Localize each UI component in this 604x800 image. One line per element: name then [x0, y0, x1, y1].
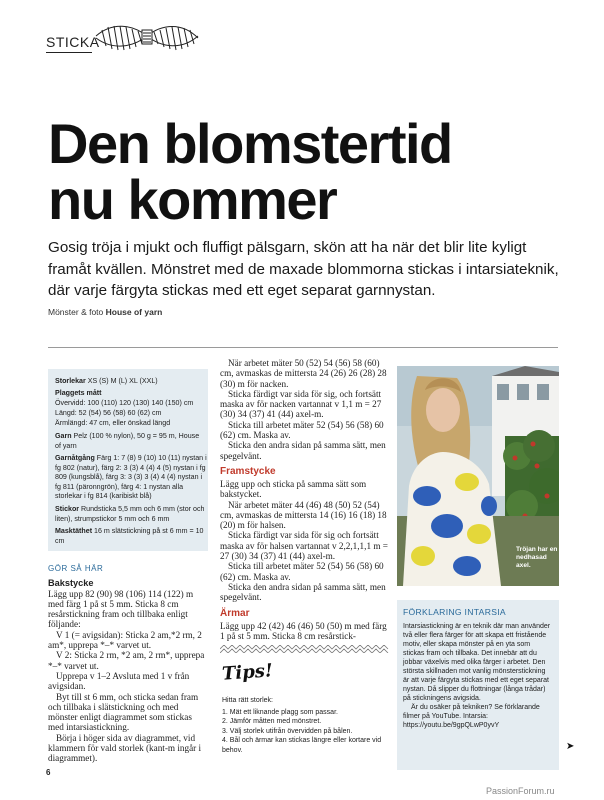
back-cont-para: Sticka till arbetet mäter 52 (54) 56 (58) 60 (62) cm. Maska av.: [220, 419, 384, 441]
credit-line: [48, 307, 162, 317]
tips-title: Tips!: [221, 660, 274, 685]
back-cont-para: Sticka den andra sidan på samma sätt, men spegelvänt.: [220, 440, 386, 461]
info-link[interactable]: https://youtu.be/9gpQLwP0yvY: [403, 722, 500, 729]
back-cont-para: Sticka färdigt var sida för sig, och fortsätt maska av för nacken vartannat v 1,1 m = 27 (30) 34 (37) 41 (44) axel-m.: [220, 388, 382, 420]
instructions-column-2: [220, 358, 390, 641]
front-para: När arbetet mäter 44 (46) 48 (50) 52 (54) cm, avmaskas de mittersta 14 (16) 16 (18) 18 (20) m för halsen.: [220, 499, 387, 531]
fact-length: Längd: 52 (54) 56 (58) 60 (62) cm: [55, 409, 162, 417]
zigzag-divider: [220, 645, 390, 653]
back-para: V 1 (= avigsidan): Sticka 2 am,*2 rm, 2 am*, upprepa *–* varvet ut.: [48, 629, 202, 651]
instructions-heading: GÖR SÅ HÄR: [48, 564, 104, 573]
photo-caption: Tröjan har en nedhasad axel.: [516, 546, 558, 569]
sleeves-heading: Ärmar: [220, 607, 250, 619]
fact-gauge: Masktäthet 16 m slätstickning på st 6 mm = 10 cm: [55, 527, 204, 545]
fact-yarn: Garn Pelz (100 % nylon), 50 g = 95 m, House of yarn: [55, 432, 200, 450]
fact-yarn-amount: Garnåtgång Färg 1: 7 (8) 9 (10) 10 (11) nystan i fg 802 (natur), färg 2: 3 (3) 4 (4) 4 (5) nystan i fg 809 (kungsblå), färg 3: 3 (3) 3 (4) 4 (4) nystan i fg 811 (päronngrön), färg 4: 1 nystan alla storlekar i fg 814 (karibiskt blå): [55, 454, 207, 501]
credit-label: Mönster & foto: [48, 307, 104, 317]
tips-item: 4. Bål och ärmar kan stickas längre eller kortare vid behov.: [222, 737, 382, 754]
back-para: Upprepa v 1–2 Avsluta med 1 v från avigsidan.: [48, 670, 190, 692]
fact-sleeve: Ärmlängd: 47 cm, eller önskad längd: [55, 419, 171, 427]
fact-chest: Övervidd: 100 (110) 120 (130) 140 (150) cm: [55, 399, 194, 407]
front-para: Lägg upp och sticka på samma sätt som bakstycket.: [220, 478, 367, 500]
back-para: Börja i höger sida av diagrammet, vid klammern för vald storlek (kant-m ingår i diagrammet).: [48, 732, 202, 764]
front-para: Sticka till arbetet mäter 52 (54) 56 (58) 60 (62) cm. Maska av.: [220, 561, 384, 582]
front-heading: Framstycke: [220, 465, 276, 477]
fact-measurements-head: Plaggets mått: [55, 389, 102, 397]
fact-needles: Stickor Rundsticka 5,5 mm och 6 mm (stor och liten), strumpstickor 5 mm och 6 mm: [55, 505, 205, 523]
title-line-1: Den blomstertid: [48, 112, 452, 175]
tips-intro: Hitta rätt storlek:: [222, 697, 273, 704]
fact-sizes: Storlekar XS (S) M (L) XL (XXL): [55, 377, 158, 385]
info-title: FÖRKLARING INTARSIA: [403, 607, 506, 617]
tips-body: [222, 696, 388, 755]
continue-arrow-icon: ➤: [566, 741, 575, 752]
page-title: [48, 112, 568, 231]
back-para: Byt till st 6 mm, och sticka sedan fram och tillbaka i slätstickning och med mönster enligt diagrammet som stickas med intarsiastickning.: [48, 691, 199, 733]
front-para: Sticka färdigt var sida för sig och fortsätt maska av för halsen vartannat v 2,2,1,1,1 m = 27 (30) 34 (37) 41 (44) axel-m.: [220, 530, 388, 562]
title-line-2: nu kommer: [48, 168, 337, 231]
back-heading: Bakstycke: [48, 578, 94, 589]
back-para: V 2: Sticka 2 rm, *2 am, 2 rm*, upprepa *–* varvet ut.: [48, 650, 205, 671]
info-question: Är du osäker på tekniken? Se förklarande filmer på YouTube. Intarsia:: [403, 704, 540, 720]
yarn-skein-icon: [92, 20, 202, 54]
page-number: 6: [46, 768, 51, 777]
watermark: PassionForum.ru: [486, 786, 555, 796]
instructions-column-1: [48, 562, 208, 764]
tips-item: 2. Jämför måtten med mönstret.: [222, 718, 322, 725]
section-label: STICKA: [46, 34, 100, 50]
lede-text: Gosig tröja i mjukt och fluffigt pälsgarn, skön att ha när det blir lite kyligt framåt kvällen. Mönstret med de maxade blommorna stickas i intarsiateknik, där varje färgyta stickas med ett eget separat garnnystan.: [48, 239, 559, 299]
info-body: [403, 622, 553, 730]
info-text: Intarsiastickning är en teknik där man använder två eller flera färger för att skapa ett fristående motiv, eller skapa mönster på en yta som stickas fram och tillbaka. Det innebär att du jobbar växelvis med olika färger i arbetet. Den största skillnaden mot vanlig mönsterstickning är att varje färgyta stickas med ett eget separat nystan. Då slipper du flottningar (långa trådar) på stickningens avigsida.: [403, 623, 551, 702]
back-cont-para: När arbetet mäter 50 (52) 54 (56) 58 (60) cm, avmaskas de mittersta 24 (26) 26 (28) 28 (30) m för nacken.: [220, 358, 387, 389]
divider: [48, 347, 558, 348]
sleeves-para: Lägg upp 42 (42) 46 (46) 50 (50) m med färg 1 på st 5 mm. Sticka 8 cm resårstick-: [220, 620, 387, 641]
back-para: Lägg upp 82 (90) 98 (106) 114 (122) m med färg 1 på st 5 mm. Sticka 8 cm resårstickning fram och tillbaka enligt följande:: [48, 588, 194, 630]
section-rule: [46, 52, 92, 53]
front-para: Sticka den andra sidan på samma sätt, men spegelvänt.: [220, 581, 386, 603]
tips-item: 1. Mät ett liknande plagg som passar.: [222, 708, 338, 716]
credit-name: House of yarn: [105, 307, 163, 317]
tips-item: 3. Välj storlek utifrån övervidden på bålen.: [222, 727, 353, 735]
